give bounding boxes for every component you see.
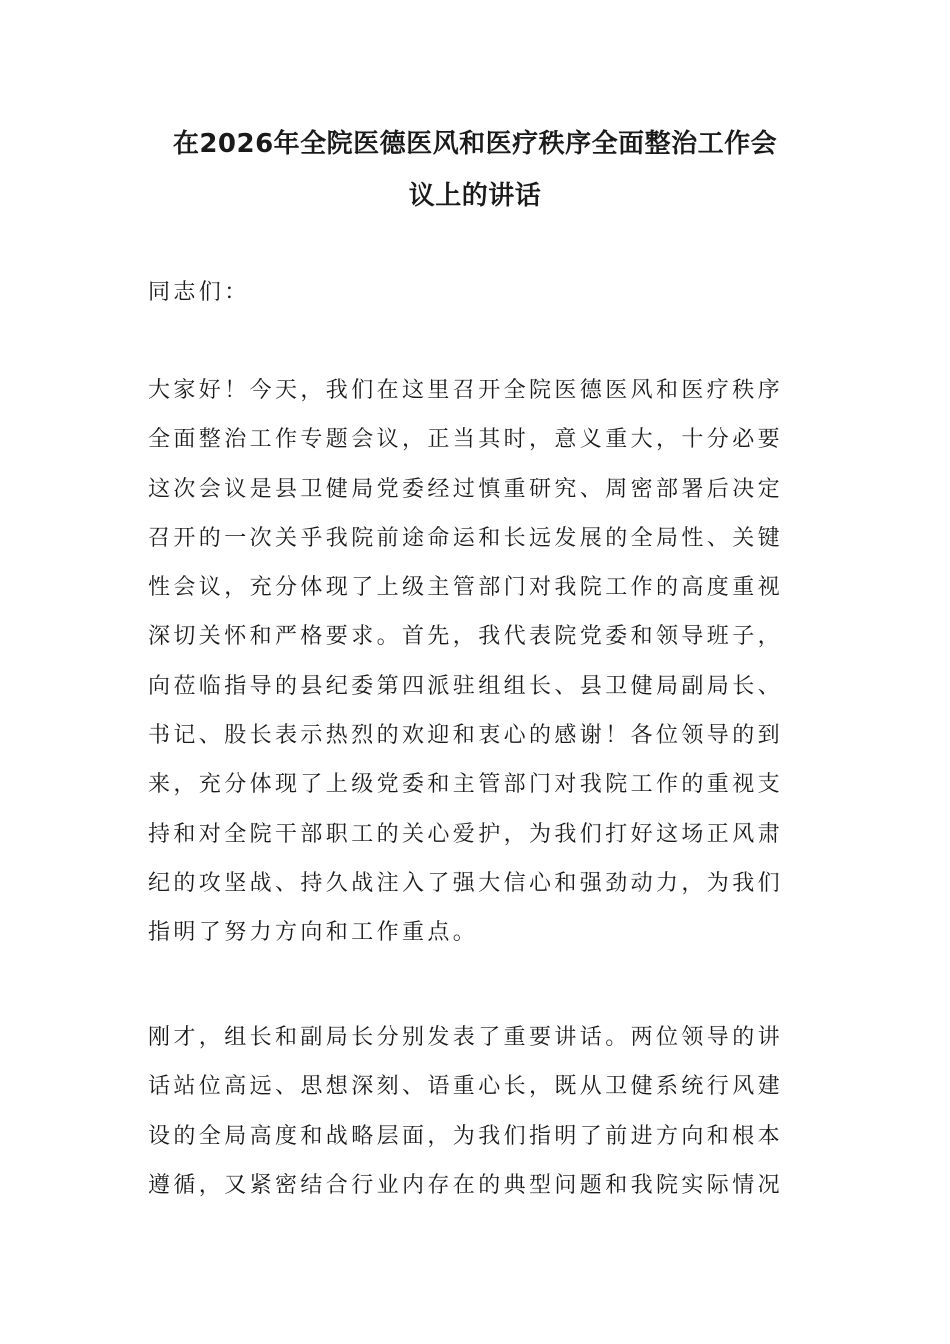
paragraph-line: 书记、股长表示热烈的欢迎和衷心的感谢！各位领导的到 — [148, 723, 784, 749]
paragraph-line: 纪的攻坚战、持久战注入了强大信心和强劲动力，为我们 — [148, 870, 784, 896]
paragraph-line: 向莅临指导的县纪委第四派驻组组长、县卫健局副局长、 — [148, 673, 784, 699]
title-line: 议上的讲话 — [408, 181, 542, 211]
paragraph-line: 全面整治工作专题会议，正当其时，意义重大，十分必要 — [148, 427, 784, 453]
paragraph-line: 话站位高远、思想深刻、语重心长，既从卫健系统行风建 — [148, 1074, 784, 1100]
paragraph-line: 性会议，充分体现了上级主管部门对我院工作的高度重视 — [148, 575, 784, 601]
paragraph-line: 遵循，又紧密结合行业内存在的典型问题和我院实际情况 — [148, 1172, 784, 1198]
paragraph-line: 深切关怀和严格要求。首先，我代表院党委和领导班子， — [148, 624, 784, 650]
document-title — [0, 118, 950, 222]
title-line: 在2026年全院医德医风和医疗秩序全面整治工作会 — [172, 129, 778, 159]
paragraph-line: 召开的一次关乎我院前途命运和长远发展的全局性、关键 — [148, 525, 784, 551]
paragraph-1 — [148, 366, 818, 958]
greeting-text: 同志们： — [148, 280, 250, 305]
paragraph-line: 大家好！今天，我们在这里召开全院医德医风和医疗秩序 — [148, 378, 784, 403]
paragraph-line: 这次会议是县卫健局党委经过慎重研究、周密部署后决定 — [148, 476, 784, 502]
paragraph-line: 来，充分体现了上级党委和主管部门对我院工作的重视支 — [148, 772, 784, 798]
paragraph-2 — [148, 1013, 818, 1210]
greeting — [148, 268, 818, 317]
paragraph-line: 持和对全院干部职工的关心爱护，为我们打好这场正风肃 — [148, 821, 784, 847]
paragraph-line: 指明了努力方向和工作重点。 — [148, 920, 479, 946]
paragraph-line: 设的全局高度和战略层面，为我们指明了前进方向和根本 — [148, 1123, 784, 1149]
paragraph-line: 刚才，组长和副局长分别发表了重要讲话。两位领导的讲 — [148, 1025, 784, 1050]
